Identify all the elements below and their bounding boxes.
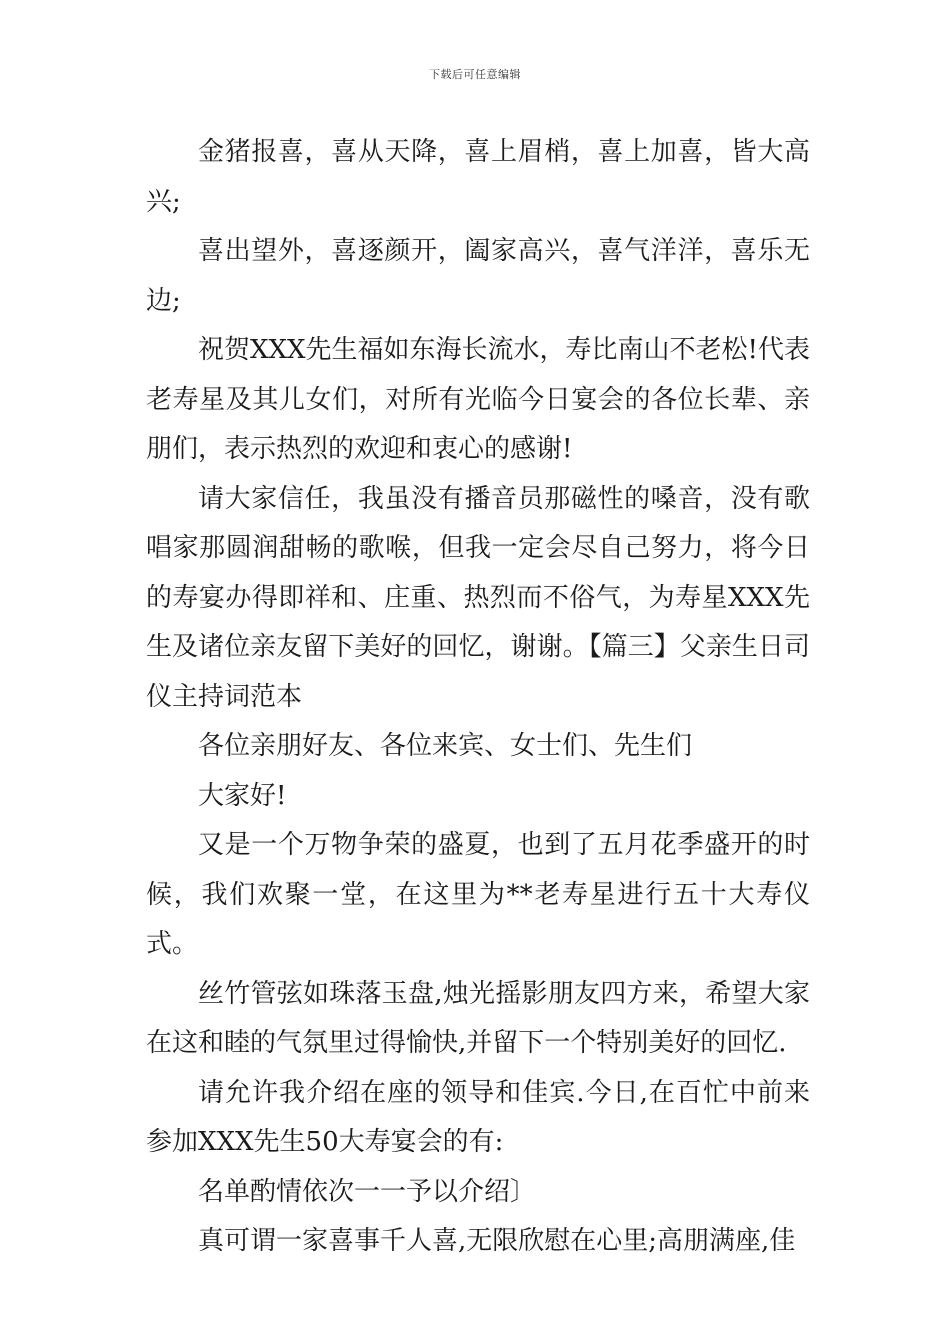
paragraph: 丝竹管弦如珠落玉盘,烛光摇影朋友四方来，希望大家在这和睦的气氛里过得愉快,并留下一个特别美好的回忆. xyxy=(146,978,810,1058)
document-body xyxy=(146,128,810,1267)
paragraph: 又是一个万物争荣的盛夏，也到了五月花季盛开的时候，我们欢聚一堂，在这里为**老寿星进行五十大寿仪式。 xyxy=(146,830,810,959)
paragraph: 各位亲朋好友、各位来宾、女士们、先生们 xyxy=(198,731,693,761)
paragraph: 名单酌情依次一一予以介绍〕 xyxy=(198,1176,537,1207)
paragraph: 大家好! xyxy=(198,780,287,811)
paragraph: 祝贺XXX先生福如东海长流水，寿比南山不老松!代表老寿星及其儿女们，对所有光临今日宴会的各位长辈、亲朋们，表示热烈的欢迎和衷心的感谢! xyxy=(146,335,810,464)
paragraph: 喜出望外，喜逐颜开，阖家高兴，喜气洋洋，喜乐无边; xyxy=(146,236,810,316)
paragraph: 真可谓一家喜事千人喜,无限欣慰在心里;高朋满座,佳 xyxy=(198,1226,796,1256)
paragraph: 金猪报喜，喜从天降，喜上眉梢，喜上加喜，皆大高兴; xyxy=(146,137,810,217)
paragraph: 请允许我介绍在座的领导和佳宾.今日,在百忙中前来参加XXX先生50大寿宴会的有: xyxy=(146,1077,810,1157)
page-header: 下载后可任意编辑 xyxy=(429,68,521,81)
paragraph: 请大家信任，我虽没有播音员那磁性的嗓音，没有歌唱家那圆润甜畅的歌喉，但我一定会尽自己努力，将今日的寿宴办得即祥和、庄重、热烈而不俗气，为寿星XXX先生及诸位亲友留下美好的回忆，谢谢。【篇三】父亲生日司仪主持词范本 xyxy=(146,483,810,712)
